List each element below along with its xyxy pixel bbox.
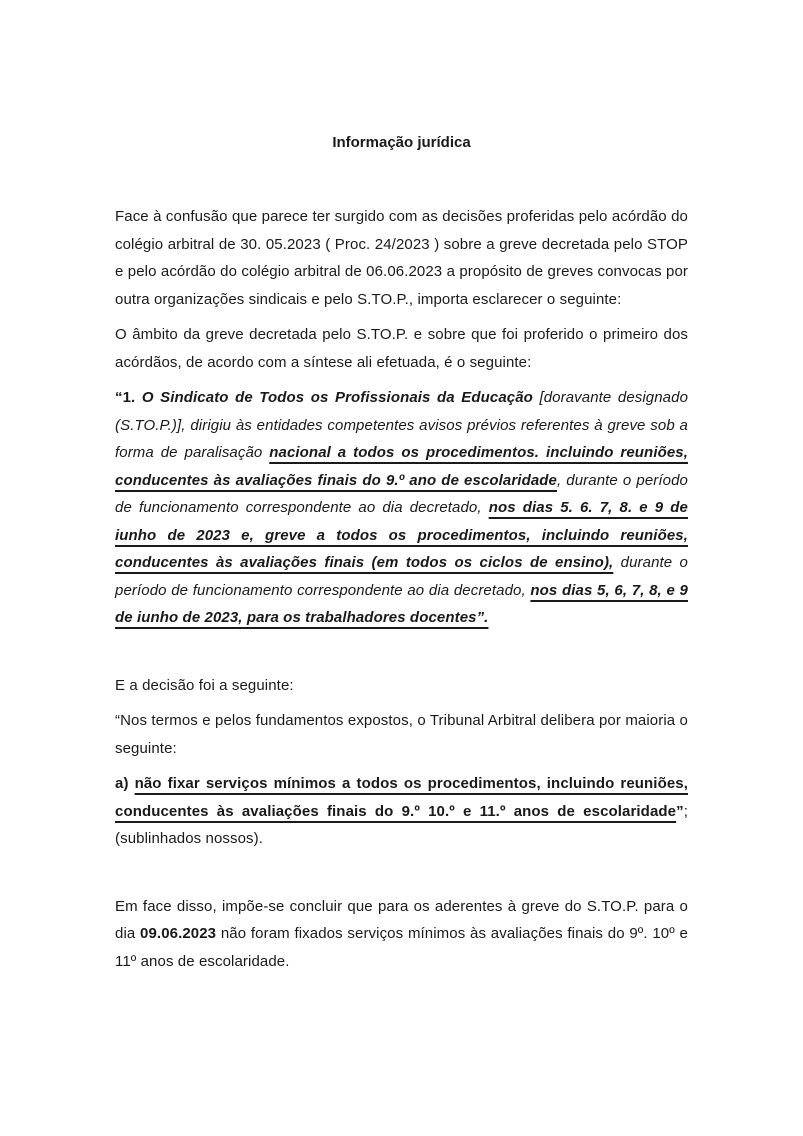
quote-body-3: durante o período de funcionamento correspondente ao dia decretado, [115, 554, 688, 599]
paragraph-conclusion [115, 893, 688, 976]
conclusion-text-2: não foram fixados serviços mínimos às avaliações finais do 9º. 10º e 11º anos de escolaridade. [115, 925, 688, 970]
point-a-note: ; (sublinhados nossos). [115, 802, 688, 847]
quote-body-2: , durante o período de funcionamento correspondente ao dia decretado, [115, 471, 688, 516]
document-title: Informação jurídica [332, 134, 471, 151]
decision-lead-text: E a decisão foi a seguinte: [115, 676, 294, 694]
point-a-marker: a) [115, 775, 135, 792]
quote-underlined-dates-2: nos dias 5, 6, 7, 8, e 9 de iunho de 2023, para os trabalhadores docentes”. [115, 581, 688, 626]
paragraph-intro [115, 203, 688, 313]
quote-open-number: “1. [115, 389, 142, 406]
paragraph-decision-point-a [115, 770, 688, 853]
point-a-underlined-ruling: não fixar serviços mínimos a todos os procedimentos, incluindo reuniões, conducentes às avaliações finais do 9.º 10.º e 11.º anos de escolaridade [115, 775, 688, 820]
paragraph-decision-lead [115, 672, 688, 700]
quote-underlined-scope-1: nacional a todos os procedimentos. incluindo reuniões, conducentes às avaliações finais do 9.º ano de escolaridade [115, 444, 688, 489]
intro-text: Face à confusão que parece ter surgido com as decisões proferidas pelo acórdão do colégio arbitral de 30. 05.2023 ( Proc. 24/2023 ) sobre a greve decretada pelo STOP e pelo acórdão do colégio arbitral de 06.06.2023 a propósito de greves convocas por outra organizações sindicais e pelo S.TO.P., importa esclarecer o seguinte: [115, 208, 688, 308]
paragraph-scope [115, 321, 688, 376]
paragraph-decision-quote [115, 707, 688, 762]
conclusion-text-1: Em face disso, impõe-se concluir que para os aderentes à greve do S.TO.P. para o dia [115, 897, 688, 942]
conclusion-date: 09.06.2023 [140, 925, 217, 942]
paragraph-quote-strike-notice [115, 384, 688, 632]
scope-text: O âmbito da greve decretada pelo S.TO.P. e sobre que foi proferido o primeiro dos acórdãos, de acordo com a síntese ali efetuada, é o seguinte: [115, 326, 688, 371]
decision-quote-text: “Nos termos e pelos fundamentos expostos, o Tribunal Arbitral delibera por maioria o seguinte: [115, 712, 688, 757]
quote-body-1: [doravante designado (S.TO.P.)], dirigiu às entidades competentes avisos prévios referentes à greve sob a forma de paralisação [115, 389, 689, 461]
quote-union-name: O Sindicato de Todos os Profissionais da Educação [141, 389, 540, 406]
quote-underlined-dates-1: nos dias 5. 6. 7, 8. e 9 de iunho de 2023 e, greve a todos os procedimentos, incluindo reuniões, conducentes às avaliações finais (em todos os ciclos de ensino), [115, 499, 688, 571]
point-a-close-quote: ” [676, 802, 684, 820]
